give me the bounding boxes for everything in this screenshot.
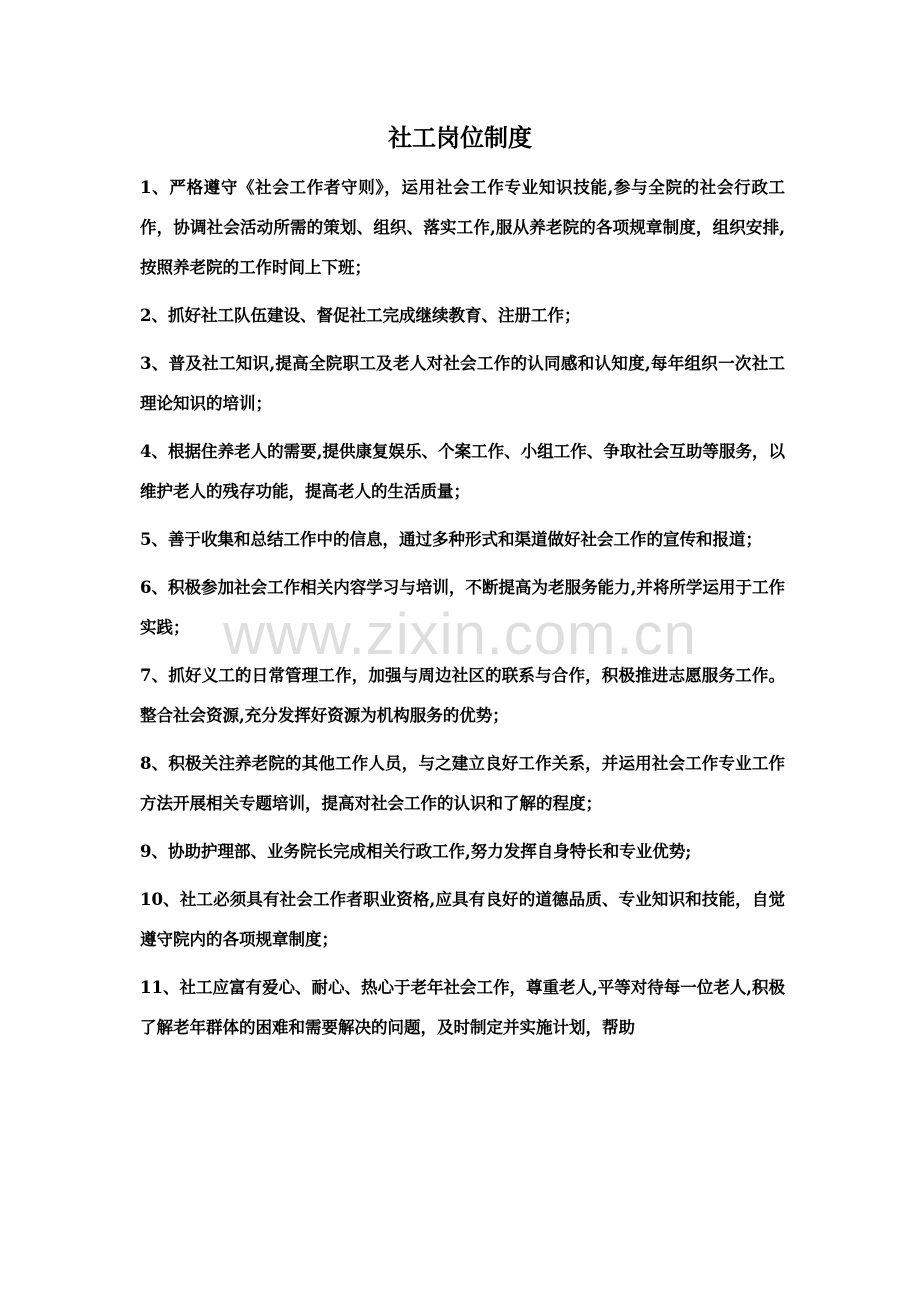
- clause-9: 9、协助护理部、业务院长完成相关行政工作,努力发挥自身特长和专业优势;: [140, 842, 692, 861]
- clause-7: 7、抓好义工的日常管理工作，加强与周边社区的联系与合作，积极推进志愿服务工作。整合社会资源,充分发挥好资源为机构服务的优势；: [140, 666, 785, 725]
- clause-5: 5、善于收集和总结工作中的信息，通过多种形式和渠道做好社会工作的宣传和报道；: [140, 530, 762, 549]
- watermark: www.zixin.com.cn: [223, 602, 697, 667]
- clause-list: [140, 168, 785, 1056]
- clause-4: 4、根据住养老人的需要,提供康复娱乐、个案工作、小组工作、争取社会互助等服务，以维护老人的残存功能，提高老人的生活质量；: [140, 442, 785, 501]
- clause-6: 6、积极参加社会工作相关内容学习与培训，不断提高为老服务能力,并将所学运用于工作实践；: [140, 578, 785, 637]
- clause-3: 3、普及社工知识,提高全院职工及老人对社会工作的认同感和认知度,每年组织一次社工理论知识的培训；: [140, 354, 785, 413]
- page-title: 社工岗位制度: [388, 123, 532, 152]
- clause-10: 10、社工必须具有社会工作者职业资格,应具有良好的道德品质、专业知识和技能，自觉遵守院内的各项规章制度；: [140, 890, 785, 949]
- clause-11: 11、社工应富有爱心、耐心、热心于老年社会工作，尊重老人,平等对待每一位老人,积极了解老年群体的困难和需要解决的问题，及时制定并实施计划，帮助: [140, 978, 785, 1037]
- clause-1: 1、严格遵守《社会工作者守则》，运用社会工作专业知识技能,参与全院的社会行政工作，协调社会活动所需的策划、组织、落实工作,服从养老院的各项规章制度，组织安排,按照养老院的工作时间上下班；: [140, 178, 785, 277]
- clause-2: 2、抓好社工队伍建设、督促社工完成继续教育、注册工作；: [140, 306, 581, 325]
- clause-8: 8、积极关注养老院的其他工作人员，与之建立良好工作关系，并运用社会工作专业工作方法开展相关专题培训，提高对社会工作的认识和了解的程度；: [140, 754, 785, 813]
